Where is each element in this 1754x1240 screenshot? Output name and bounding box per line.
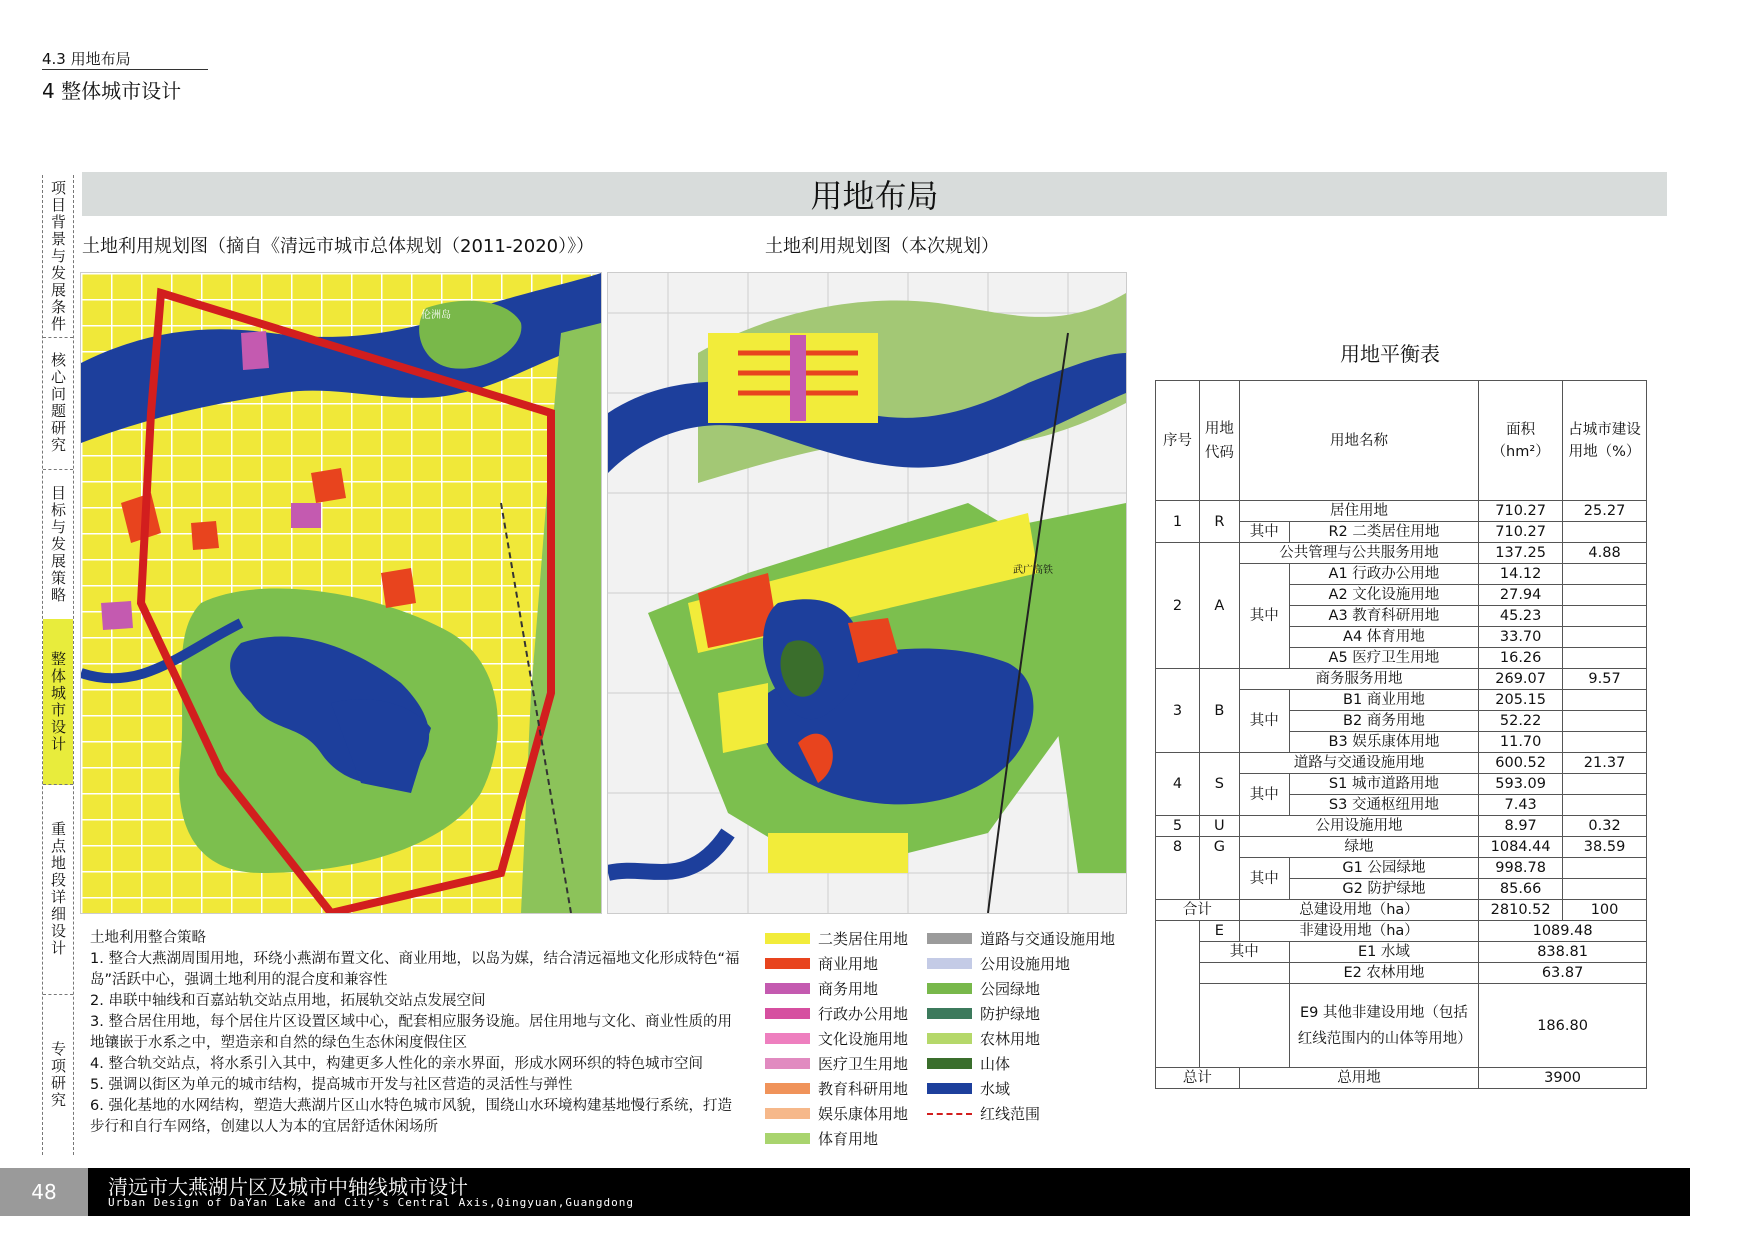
- sidebar-item-label: 目标与发展策略: [49, 484, 67, 604]
- legend-item: 公园绿地: [927, 978, 1040, 999]
- header-name: 用地名称: [1239, 381, 1478, 501]
- sidebar-item-label: 核心问题研究: [49, 352, 67, 454]
- table-row: S3 交通枢纽用地 7.43: [1156, 795, 1647, 816]
- chapter-title: 4 整体城市设计: [42, 79, 182, 103]
- table-row: 3 B 商务服务用地 269.07 9.57: [1156, 669, 1647, 690]
- table-row: A5 医疗卫生用地 16.26: [1156, 648, 1647, 669]
- sidebar-item-core-issues[interactable]: [43, 337, 73, 470]
- table-row: A3 教育科研用地 45.23: [1156, 606, 1647, 627]
- table-row: 5 U 公用设施用地 8.97 0.32: [1156, 816, 1647, 837]
- legend-item: 医疗卫生用地: [765, 1053, 908, 1074]
- sidebar-item-label: 重点地段详细设计: [49, 821, 67, 957]
- sidebar-item-strategy[interactable]: [43, 469, 73, 620]
- legend-swatch: [765, 1008, 810, 1019]
- legend-swatch: [765, 1083, 810, 1094]
- strategy-title: 土地利用整合策略: [90, 930, 206, 946]
- project-title-cn: 清远市大燕湖片区及城市中轴线城市设计: [108, 1175, 468, 1199]
- legend-swatch: [927, 933, 972, 944]
- island-map-label: 伦洲岛: [421, 310, 451, 321]
- legend-swatch: [765, 1033, 810, 1044]
- rail-map-label: 武广高铁: [1013, 565, 1053, 576]
- legend-swatch: [765, 983, 810, 994]
- sidebar-item-label: 专项研究: [49, 1040, 67, 1109]
- table-row: 其中 E1 水域 838.81: [1156, 942, 1647, 963]
- sidebar-item-special-study[interactable]: [43, 994, 73, 1155]
- table-row: 其中 S1 城市道路用地 593.09: [1156, 774, 1647, 795]
- left-map-caption: 土地利用规划图（摘自《清远市城市总体规划（2011-2020）》）: [82, 236, 595, 257]
- strategy-item-5: 5. 强调以街区为单元的城市结构，提高城市开发与社区营造的灵活性与弹性: [90, 1077, 573, 1093]
- table-row: A2 文化设施用地 27.94: [1156, 585, 1647, 606]
- legend-swatch: [765, 1108, 810, 1119]
- header-pct: 占城市建设用地（%）: [1563, 381, 1647, 501]
- legend-swatch: [765, 1133, 810, 1144]
- header-divider: [42, 69, 208, 70]
- sidebar-item-label: 整体城市设计: [49, 650, 67, 753]
- legend-item: 体育用地: [765, 1128, 878, 1149]
- legend-item: 山体: [927, 1053, 1010, 1074]
- table-row-total: 总计 总用地 3900: [1156, 1068, 1647, 1089]
- project-title-en: Urban Design of DaYan Lake and City's Central Axis,Qingyuan,Guangdong: [108, 1196, 634, 1209]
- legend-swatch: [765, 958, 810, 969]
- sidebar-item-label: 项目背景与发展条件: [49, 179, 67, 333]
- legend-item: 文化设施用地: [765, 1028, 908, 1049]
- legend-swatch: [927, 1083, 972, 1094]
- legend-item: 水域: [927, 1078, 1010, 1099]
- legend-item: 二类居住用地: [765, 928, 908, 949]
- legend-item: 商务用地: [765, 978, 878, 999]
- legend-item: 防护绿地: [927, 1003, 1040, 1024]
- table-row: 2 A 公共管理与公共服务用地 137.25 4.88: [1156, 543, 1647, 564]
- table-row: 其中 G1 公园绿地 998.78: [1156, 858, 1647, 879]
- current-plan-landuse-map: [607, 272, 1127, 914]
- table-row: G2 防护绿地 85.66: [1156, 879, 1647, 900]
- strategy-item-3: 3. 整合居住用地，每个居住片区设置区域中心，配套相应服务设施。居住用地与文化、商业性质的用地镶嵌于水系之中，塑造亲和自然的绿色生态休闲度假住区: [90, 1014, 732, 1051]
- table-row: E 非建设用地（ha） 1089.48: [1156, 921, 1647, 942]
- legend-item: 娱乐康体用地: [765, 1103, 908, 1124]
- strategy-item-4: 4. 整合轨交站点，将水系引入其中，构建更多人性化的亲水界面，形成水网环织的特色城市空间: [90, 1056, 703, 1072]
- table-row: E9 其他非建设用地（包括红线范围内的山体等用地） 186.80: [1156, 984, 1647, 1068]
- table-row: 1 R 居住用地 710.27 25.27: [1156, 501, 1647, 522]
- sidebar-item-detailed-design[interactable]: [43, 784, 73, 995]
- table-row: A4 体育用地 33.70: [1156, 627, 1647, 648]
- legend-item: 红线范围: [927, 1103, 1040, 1124]
- legend-swatch: [927, 958, 972, 969]
- map-legend: [765, 928, 1145, 1148]
- legend-item: 行政办公用地: [765, 1003, 908, 1024]
- table-row: E2 农林用地 63.87: [1156, 963, 1647, 984]
- table-row: B2 商务用地 52.22: [1156, 711, 1647, 732]
- table-row: 其中 B1 商业用地 205.15: [1156, 690, 1647, 711]
- table-row: 4 S 道路与交通设施用地 600.52 21.37: [1156, 753, 1647, 774]
- table-row: 其中 R2 二类居住用地 710.27: [1156, 522, 1647, 543]
- sidebar-item-urban-design[interactable]: [43, 619, 73, 785]
- legend-item: 农林用地: [927, 1028, 1040, 1049]
- legend-swatch: [927, 1008, 972, 1019]
- sidebar-item-background[interactable]: [43, 175, 73, 338]
- landuse-strategy: [90, 928, 740, 1138]
- strategy-item-6: 6. 强化基地的水网结构，塑造大燕湖片区山水特色城市风貌，围绕山水环境构建基地慢行系统，打造步行和自行车网络，创建以人为本的宜居舒适休闲场所: [90, 1098, 732, 1135]
- legend-swatch: [765, 1058, 810, 1069]
- legend-redline-swatch: [927, 1113, 972, 1115]
- header-code: 用地代码: [1199, 381, 1239, 501]
- legend-swatch: [927, 983, 972, 994]
- legend-item: 教育科研用地: [765, 1078, 908, 1099]
- legend-item: 商业用地: [765, 953, 878, 974]
- master-plan-landuse-map: [80, 272, 602, 914]
- legend-swatch: [765, 933, 810, 944]
- header-no: 序号: [1156, 381, 1200, 501]
- page-number: 48: [0, 1168, 88, 1216]
- header-area: 面积（hm²）: [1479, 381, 1563, 501]
- table-row-subtotal: 合计 总建设用地（ha） 2810.52 100: [1156, 900, 1647, 921]
- page-title: 用地布局: [82, 172, 1667, 216]
- table-row: 8 G 绿地 1084.44 38.59: [1156, 837, 1647, 858]
- table-row: 其中 A1 行政办公用地 14.12: [1156, 564, 1647, 585]
- balance-table-title: 用地平衡表: [1340, 342, 1440, 366]
- legend-swatch: [927, 1058, 972, 1069]
- right-map-caption: 土地利用规划图（本次规划）: [765, 236, 999, 257]
- legend-item: 道路与交通设施用地: [927, 928, 1115, 949]
- landuse-balance-table: [1155, 380, 1647, 1089]
- strategy-item-2: 2. 串联中轴线和百嘉站轨交站点用地，拓展轨交站点发展空间: [90, 993, 486, 1009]
- strategy-item-1: 1. 整合大燕湖周围用地，环绕小燕湖布置文化、商业用地，以岛为媒，结合清远福地文化形成特色“福岛”活跃中心，强调土地利用的混合度和兼容性: [90, 951, 740, 988]
- legend-item: 公用设施用地: [927, 953, 1070, 974]
- legend-swatch: [927, 1033, 972, 1044]
- chapter-sidebar: [42, 175, 74, 1155]
- section-number: 4.3 用地布局: [42, 50, 131, 68]
- table-row: B3 娱乐康体用地 11.70: [1156, 732, 1647, 753]
